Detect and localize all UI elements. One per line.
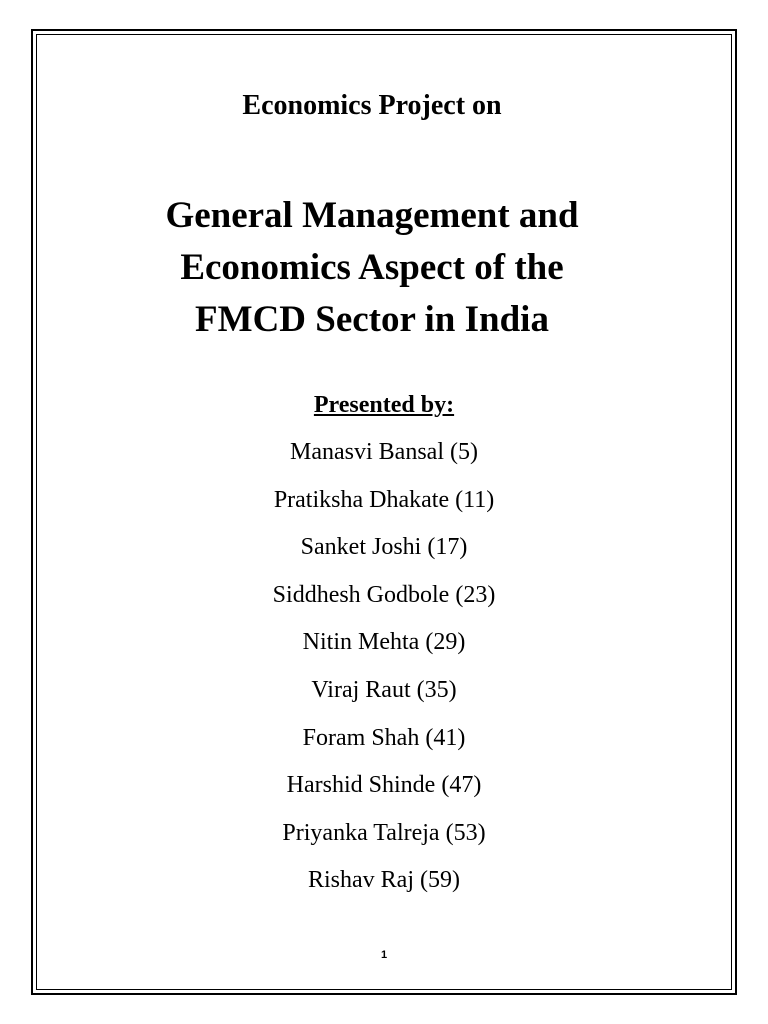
member-item: Siddhesh Godbole (23) <box>272 581 496 608</box>
member-item: Rishav Raj (59) <box>308 867 460 894</box>
member-list <box>0 436 768 912</box>
member-item: Sanket Joshi (17) <box>300 534 468 561</box>
presented-by-heading: Presented by: <box>313 392 455 418</box>
member-item: Harshid Shinde (47) <box>286 772 482 799</box>
member-item: Nitin Mehta (29) <box>302 629 466 656</box>
project-title-line-2: Economics Aspect of the <box>180 247 564 288</box>
member-item: Pratiksha Dhakate (11) <box>273 486 495 513</box>
project-title-line-3: FMCD Sector in India <box>195 299 549 340</box>
member-item: Priyanka Talreja (53) <box>282 819 486 846</box>
member-item: Viraj Raut (35) <box>311 676 457 703</box>
project-title-line-1: General Management and <box>165 195 579 236</box>
member-item: Foram Shah (41) <box>302 724 466 751</box>
member-item: Manasvi Bansal (5) <box>290 439 478 465</box>
page-number: 1 <box>380 949 388 961</box>
project-subtitle: Economics Project on <box>242 90 502 121</box>
